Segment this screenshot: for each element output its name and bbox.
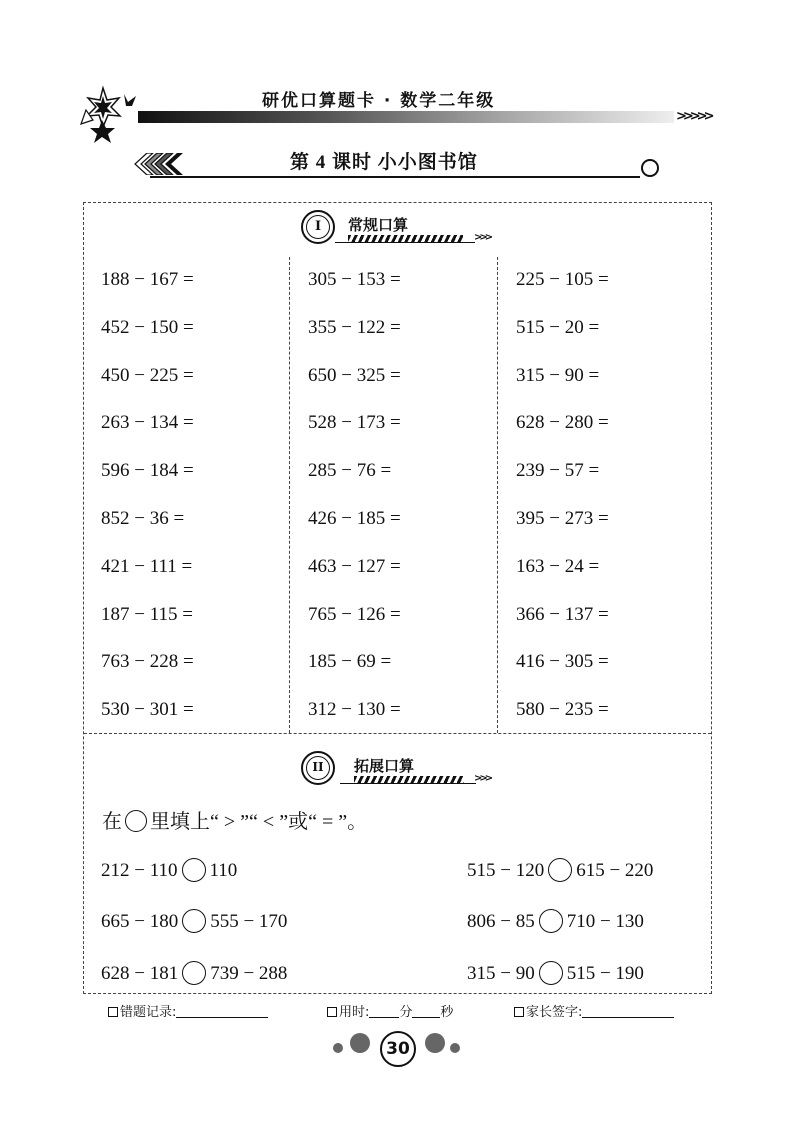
problem-item: 395 − 273 = xyxy=(516,508,609,529)
parent-signature xyxy=(514,1003,674,1022)
problem-item: 355 − 122 = xyxy=(308,317,401,338)
header-bar xyxy=(138,111,674,123)
problem-item: 452 − 150 = xyxy=(101,317,194,338)
comparison-left: 628 − 181 xyxy=(101,963,179,984)
comparison-left: 665 − 180 xyxy=(101,911,179,932)
arrows-right-icon: >>>>> xyxy=(676,109,711,124)
section-2-badge xyxy=(301,751,335,785)
problem-item: 515 − 20 = xyxy=(516,317,600,338)
problem-item: 763 − 228 = xyxy=(101,651,194,672)
problem-item: 765 − 126 = xyxy=(308,604,401,625)
problem-item: 628 − 280 = xyxy=(516,412,609,433)
checkbox[interactable] xyxy=(327,1007,337,1017)
problem-item: 852 − 36 = xyxy=(101,508,185,529)
comparison-item xyxy=(467,909,644,935)
time-used xyxy=(327,1003,453,1022)
parent-signature-label: 家长签字: xyxy=(526,1005,583,1020)
problem-item: 305 − 153 = xyxy=(308,269,401,290)
comparison-right: 615 − 220 xyxy=(576,860,654,881)
instruction-pre: 在 xyxy=(102,811,122,833)
decor-dot xyxy=(350,1033,370,1053)
comparison-right: 110 xyxy=(209,860,238,881)
problem-item: 450 − 225 = xyxy=(101,365,194,386)
problem-item: 285 − 76 = xyxy=(308,460,392,481)
page-number: 30 xyxy=(380,1031,416,1067)
column-divider xyxy=(497,257,498,733)
decor-dot xyxy=(450,1043,460,1053)
problem-item: 650 − 325 = xyxy=(308,365,401,386)
comparison-right: 555 − 170 xyxy=(210,911,288,932)
comparison-item xyxy=(101,961,287,987)
problem-item: 315 − 90 = xyxy=(516,365,600,386)
section-2-title: 拓展口算 xyxy=(354,757,415,775)
decor-dot xyxy=(333,1043,343,1053)
problem-item: 188 − 167 = xyxy=(101,269,194,290)
arrows-right-icon: >>> xyxy=(474,232,491,243)
comparison-left: 806 − 85 xyxy=(467,911,535,932)
problem-item: 187 − 115 = xyxy=(101,604,193,625)
checkbox[interactable] xyxy=(108,1007,118,1017)
problem-item: 263 − 134 = xyxy=(101,412,194,433)
problem-item: 312 − 130 = xyxy=(308,699,401,720)
section-1-title: 常规口算 xyxy=(348,216,409,234)
problem-item: 185 − 69 = xyxy=(308,651,392,672)
comparison-right: 515 − 190 xyxy=(566,963,644,984)
decor-dot xyxy=(425,1033,445,1053)
section-2-numeral: II xyxy=(306,756,330,780)
comparison-item xyxy=(467,961,644,987)
problem-item: 416 − 305 = xyxy=(516,651,609,672)
comparison-right: 710 − 130 xyxy=(566,911,644,932)
time-label: 用时: xyxy=(339,1005,370,1020)
circle-icon xyxy=(125,810,147,832)
arrows-right-icon: >>> xyxy=(474,773,491,784)
problem-item: 239 − 57 = xyxy=(516,460,600,481)
minutes-blank[interactable] xyxy=(369,1003,399,1018)
instruction xyxy=(102,808,367,836)
section-1-badge xyxy=(301,210,335,244)
problem-item: 580 − 235 = xyxy=(516,699,609,720)
error-record-blank[interactable] xyxy=(176,1003,268,1018)
heading-stripe xyxy=(354,776,464,783)
answer-circle[interactable] xyxy=(182,909,206,933)
error-record xyxy=(108,1003,268,1022)
instruction-post: 里填上“ > ”“ < ”或“ = ”。 xyxy=(150,811,368,833)
checkbox[interactable] xyxy=(514,1007,524,1017)
comparison-left: 315 − 90 xyxy=(467,963,535,984)
answer-circle[interactable] xyxy=(548,858,572,882)
circle-icon xyxy=(641,159,659,177)
problem-item: 426 − 185 = xyxy=(308,508,401,529)
answer-circle[interactable] xyxy=(539,961,563,985)
heading-stripe xyxy=(348,235,463,242)
answer-circle[interactable] xyxy=(182,961,206,985)
seconds-blank[interactable] xyxy=(412,1003,440,1018)
chevrons-left-icon xyxy=(133,153,183,175)
comparison-item xyxy=(101,858,237,884)
problem-item: 528 − 173 = xyxy=(308,412,401,433)
column-divider xyxy=(289,257,290,733)
problem-item: 163 − 24 = xyxy=(516,556,600,577)
problem-item: 421 − 111 = xyxy=(101,556,193,577)
comparison-item xyxy=(101,909,287,935)
lesson-underline xyxy=(150,176,640,178)
comparison-right: 739 − 288 xyxy=(210,963,288,984)
problem-item: 225 − 105 = xyxy=(516,269,609,290)
section-divider xyxy=(84,733,711,734)
section-1-numeral: I xyxy=(306,215,330,239)
answer-circle[interactable] xyxy=(539,909,563,933)
comparison-left: 212 − 110 xyxy=(101,860,178,881)
problem-item: 530 − 301 = xyxy=(101,699,194,720)
error-record-label: 错题记录: xyxy=(120,1005,177,1020)
minutes-label: 分 xyxy=(399,1005,413,1020)
problem-item: 463 − 127 = xyxy=(308,556,401,577)
book-title: 研优口算题卡 · 数学二年级 xyxy=(262,91,496,111)
heading-underline xyxy=(340,783,476,784)
comparison-left: 515 − 120 xyxy=(467,860,545,881)
parent-signature-blank[interactable] xyxy=(582,1003,674,1018)
comparison-item xyxy=(467,858,653,884)
heading-underline xyxy=(335,242,475,243)
problem-item: 366 − 137 = xyxy=(516,604,609,625)
seconds-label: 秒 xyxy=(440,1005,454,1020)
lesson-title: 第 4 课时 小小图书馆 xyxy=(290,152,478,173)
answer-circle[interactable] xyxy=(182,858,206,882)
problem-item: 596 − 184 = xyxy=(101,460,194,481)
